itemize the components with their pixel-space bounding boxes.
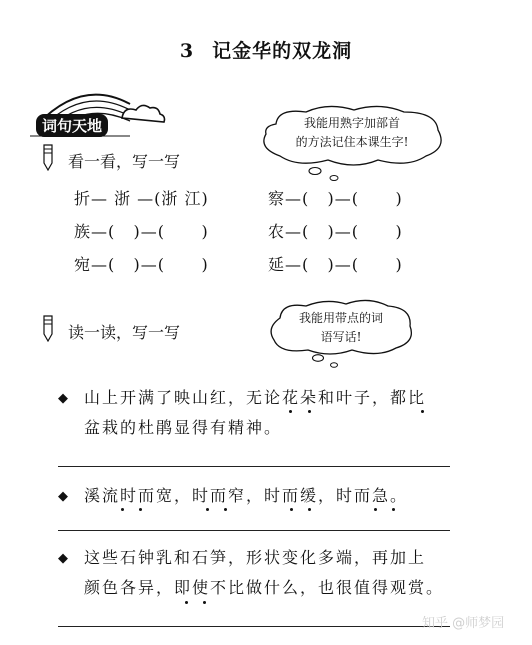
lesson-title: 记金华的双龙洞 — [212, 40, 353, 62]
bubble-2-text: 我能用带点的词 语写话! — [298, 311, 383, 344]
row-3-right: 延—( )—( ) — [268, 255, 403, 274]
row-2-right: 农—( )—( ) — [268, 222, 403, 241]
lesson-number: 3 — [179, 40, 195, 62]
answer-line-2[interactable] — [58, 530, 450, 531]
row-1-left: 折— 浙 —(浙 江) — [74, 189, 209, 208]
bullet-icon: ◆ — [58, 391, 68, 406]
page-title — [0, 36, 532, 63]
pencil-icon — [40, 143, 56, 171]
watermark: 知乎 @师梦园 — [422, 616, 505, 631]
section-banner: 词句天地 — [36, 114, 108, 137]
answer-line-3[interactable] — [58, 626, 450, 627]
sentence-3: 这些石钟乳和石笋，形状变化多端，再加上 颜色各异，即使不比做什么，也很值得观赏。 — [84, 548, 445, 597]
row-1-right: 察—( )—( ) — [268, 189, 403, 208]
bullet-icon: ◆ — [58, 489, 68, 504]
bullet-icon: ◆ — [58, 551, 68, 566]
section-2-heading: 读一读，写一写 — [68, 323, 181, 342]
sentence-2: 溪流时而宽，时而窄，时而缓，时而急。 — [84, 486, 409, 505]
row-2-left: 族—( )—( ) — [74, 222, 209, 241]
section-1-heading: 看一看，写一写 — [68, 152, 181, 171]
sentence-1: 山上开满了映山红，无论花朵和叶子，都比 盆栽的杜鹃显得有精神。 — [84, 388, 427, 437]
pencil-icon — [40, 314, 56, 342]
row-3-left: 宛—( )—( ) — [74, 255, 209, 274]
answer-line-1[interactable] — [58, 466, 450, 467]
bubble-1-text: 我能用熟字加部首 的方法记住本课生字! — [295, 116, 409, 149]
